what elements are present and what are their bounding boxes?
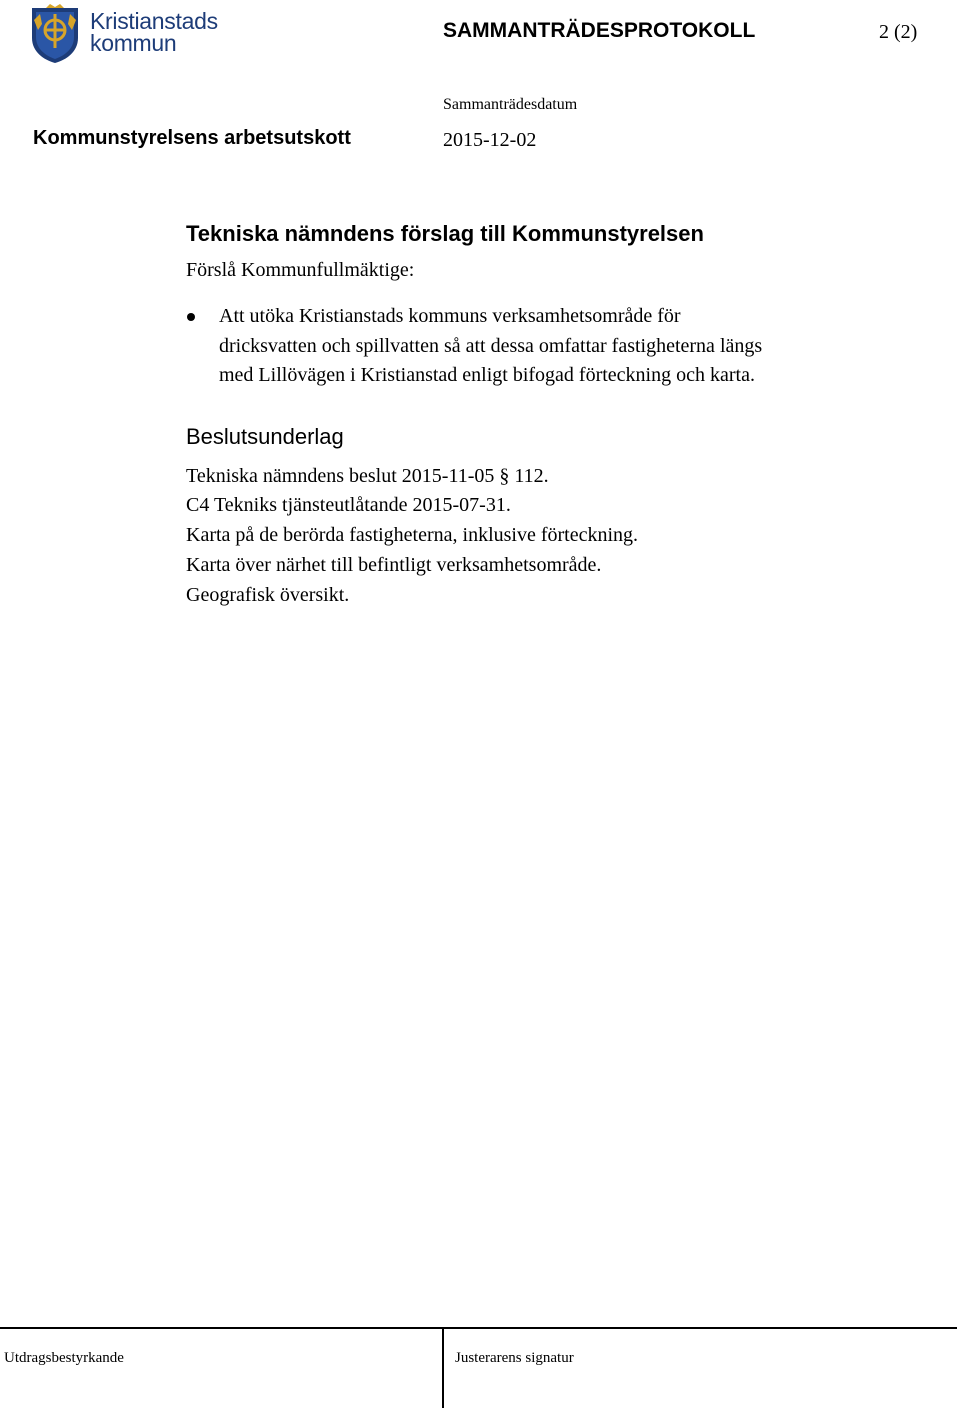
basis-item: Karta på de berörda fastigheterna, inklusive förteckning. (186, 524, 639, 546)
bullet-point-icon (187, 313, 195, 321)
logo-wordmark (90, 10, 218, 54)
document-type: SAMMANTRÄDESPROTOKOLL (443, 19, 756, 42)
basis-item: Karta över närhet till befintligt verksamhetsområde. (186, 554, 602, 576)
proposal-bullet-line: med Lillövägen i Kristianstad enligt bifogad förteckning och karta. (219, 364, 755, 386)
proposal-heading: Tekniska nämndens förslag till Kommunstyrelsen (186, 221, 704, 246)
adjuster-signature-label: Justerarens signatur (455, 1350, 574, 1366)
basis-item: C4 Tekniks tjänsteutlåtande 2015-07-31. (186, 494, 511, 516)
footer-divider (442, 1328, 444, 1408)
proposal-intro: Förslå Kommunfullmäktige: (186, 259, 415, 281)
proposal-bullet-line: dricksvatten och spillvatten så att dessa omfattar fastigheterna längs (219, 335, 763, 357)
committee-name: Kommunstyrelsens arbetsutskott (33, 127, 351, 149)
certification-label: Utdragsbestyrkande (4, 1350, 124, 1366)
basis-heading: Beslutsunderlag (186, 424, 344, 449)
logo-text-line1: Kristianstads (90, 8, 218, 34)
basis-item: Geografisk översikt. (186, 584, 350, 606)
coat-of-arms-icon (28, 4, 82, 64)
meeting-date-label: Sammanträdesdatum (443, 96, 578, 113)
basis-item: Tekniska nämndens beslut 2015-11-05 § 112. (186, 465, 549, 487)
proposal-bullet-line: Att utöka Kristianstads kommuns verksamhetsområde för (219, 305, 681, 327)
municipality-logo (28, 4, 228, 64)
logo-text-line2: kommun (90, 30, 177, 56)
meeting-date: 2015-12-02 (443, 129, 537, 151)
footer-rule (0, 1327, 957, 1329)
page-number: 2 (2) (879, 21, 918, 43)
